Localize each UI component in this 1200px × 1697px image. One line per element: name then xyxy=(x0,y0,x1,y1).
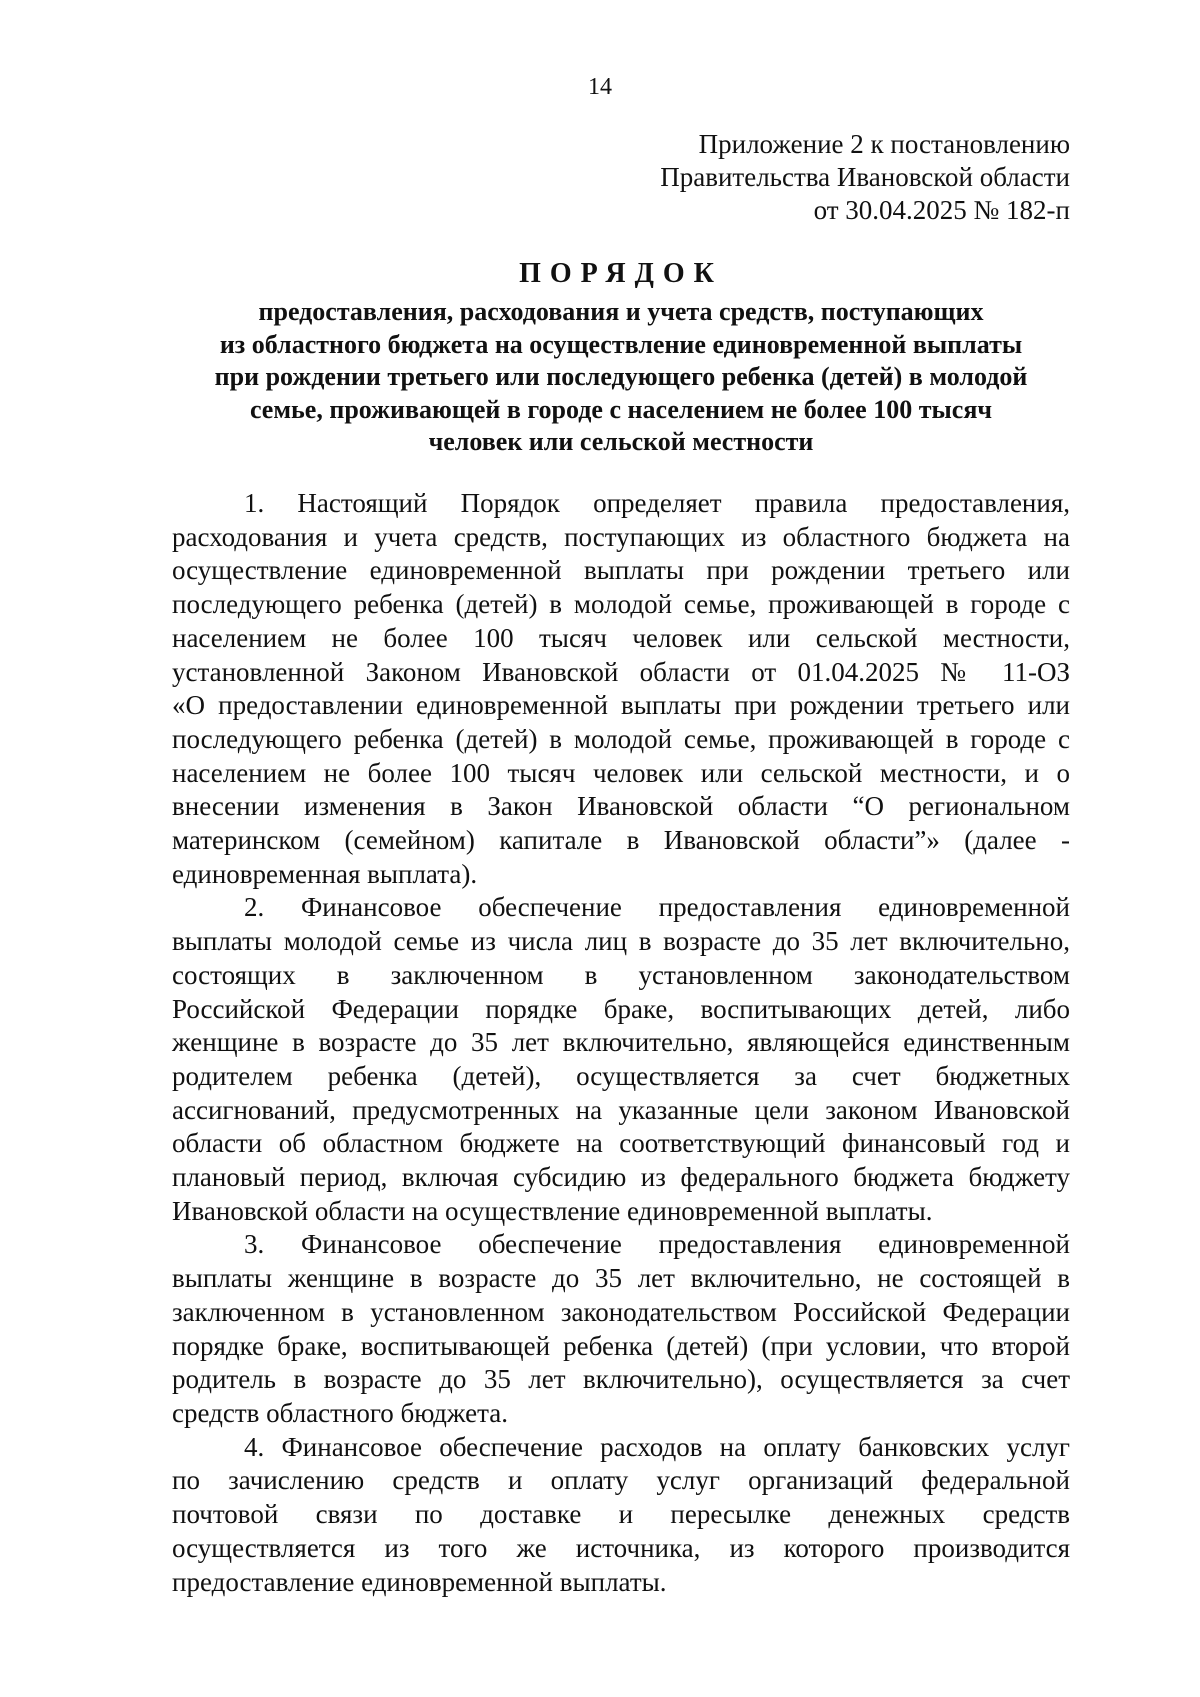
text-line: последующего ребенка (детей) в молодой семье, проживающей в городе с xyxy=(172,589,1070,620)
text-line: родителем ребенка (детей), осуществляется за счет бюджетных xyxy=(172,1060,1070,1091)
text-line: порядке браке, воспитывающей ребенка (детей) (при условии, что второй xyxy=(172,1330,1070,1361)
text-line: почтовой связи по доставке и пересылке денежных средств xyxy=(172,1499,1070,1530)
text-line: населением не более 100 тысяч человек или сельской местности, и о xyxy=(172,757,1070,788)
attachment-line-1: Приложение 2 к постановлению xyxy=(698,129,1070,159)
attachment-line-2: Правительства Ивановской области xyxy=(660,162,1070,192)
text-line: Российской Федерации порядке браке, воспитывающих детей, либо xyxy=(172,993,1070,1024)
page-number: 14 xyxy=(588,74,612,100)
paragraph-4 xyxy=(172,1431,1070,1600)
text-line: 3. Финансовое обеспечение предоставления единовременной xyxy=(244,1229,1070,1260)
paragraph-3 xyxy=(172,1228,1070,1430)
text-line: выплаты женщине в возрасте до 35 лет включительно, не состоящей в xyxy=(172,1263,1070,1294)
text-line: заключенном в установленном законодательством Российской Федерации xyxy=(172,1296,1070,1327)
text-line: последующего ребенка (детей) в молодой семье, проживающей в городе с xyxy=(172,723,1070,754)
text-line: расходования и учета средств, поступающих из областного бюджета на xyxy=(172,521,1070,552)
subtitle-line: предоставления, расходования и учета средств, поступающих xyxy=(258,297,984,326)
text-line: состоящих в заключенном в установленном законодательством xyxy=(172,959,1070,990)
subtitle-line: при рождении третьего или последующего ребенка (детей) в молодой xyxy=(214,362,1028,391)
subtitle-line: из областного бюджета на осуществление единовременной выплаты xyxy=(219,329,1023,359)
text-line: родитель в возрасте до 35 лет включительно), осуществляется за счет xyxy=(172,1364,1070,1395)
text-line: установленной Законом Ивановской области от 01.04.2025 № 11-ОЗ xyxy=(172,656,1070,687)
text-line: ассигнований, предусмотренных на указанные цели законом Ивановской xyxy=(172,1094,1070,1125)
document-title: ПОРЯДОК xyxy=(519,258,723,289)
paragraph-1 xyxy=(172,487,1070,891)
text-line: 2. Финансовое обеспечение предоставления единовременной xyxy=(244,892,1070,923)
text-line: выплаты молодой семье из числа лиц в возрасте до 35 лет включительно, xyxy=(172,926,1070,957)
text-line: осуществляется из того же источника, из которого производится xyxy=(172,1532,1070,1563)
text-line: «О предоставлении единовременной выплаты при рождении третьего или xyxy=(172,690,1070,721)
subtitle-line: семье, проживающей в городе с населением не более 100 тысяч xyxy=(249,394,993,424)
text-line: 1. Настоящий Порядок определяет правила предоставления, xyxy=(244,488,1070,518)
text-line: женщине в возрасте до 35 лет включительно, являющейся единственным xyxy=(172,1027,1070,1058)
text-line: плановый период, включая субсидию из федерального бюджета бюджету xyxy=(172,1162,1070,1193)
text-line: средств областного бюджета. xyxy=(172,1397,508,1428)
text-line: по зачислению средств и оплату услуг организаций федеральной xyxy=(172,1465,1070,1496)
text-line: области об областном бюджете на соответствующий финансовый год и xyxy=(172,1128,1070,1159)
text-line: единовременная выплата). xyxy=(172,858,478,889)
attachment-line-3: от 30.04.2025 № 182-п xyxy=(813,195,1070,225)
document-subtitle xyxy=(172,296,1070,459)
text-line: Ивановской области на осуществление единовременной выплаты. xyxy=(172,1195,933,1226)
attachment-note xyxy=(660,128,1070,227)
text-line: внесении изменения в Закон Ивановской области “О региональном xyxy=(172,791,1070,822)
subtitle-line: человек или сельской местности xyxy=(428,427,814,456)
text-line: 4. Финансовое обеспечение расходов на оплату банковских услуг xyxy=(244,1431,1070,1462)
text-line: предоставление единовременной выплаты. xyxy=(172,1566,667,1597)
text-line: осуществление единовременной выплаты при рождении третьего или xyxy=(172,555,1070,586)
document-heading xyxy=(172,256,1070,459)
document-body xyxy=(172,487,1070,1599)
text-line: материнском (семейном) капитале в Ивановской области”» (далее - xyxy=(172,825,1070,856)
text-line: населением не более 100 тысяч человек или сельской местности, xyxy=(172,622,1070,653)
paragraph-2 xyxy=(172,891,1070,1228)
